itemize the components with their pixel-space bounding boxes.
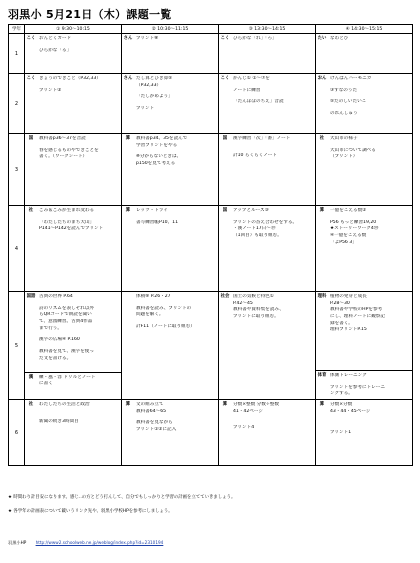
grade-row-3 [9, 134, 413, 206]
assignment-line: けんばんハーモニカ [330, 76, 372, 81]
grade-label: 1 [9, 34, 25, 74]
subject-label: さん [123, 36, 133, 41]
subject-segment [316, 400, 412, 465]
subject-label: 算 [319, 402, 325, 407]
grade-row-5 [9, 292, 413, 400]
assignment-text [231, 74, 315, 133]
subject-segment [316, 34, 412, 73]
assignment-text [134, 34, 218, 73]
subject-segment [219, 206, 315, 291]
assignment-text [231, 400, 315, 465]
period-2-header: ② 10:30〜11:15 [122, 25, 219, 34]
assignment-line: 教科書を見て、漢字を使っ [39, 348, 95, 354]
period-4-header: ④ 14:30〜15:15 [316, 25, 413, 34]
assignment-line: 体積⑨ P.26・27 [136, 294, 171, 299]
assignment-line: プリント② [39, 87, 62, 93]
grade-row-2 [9, 74, 413, 134]
assignment-line: 教科書を読み、プリントの [136, 305, 192, 311]
assignment-text [37, 292, 121, 372]
assignment-line: プリントの答え合わせをする。 [233, 219, 298, 225]
assignment-cell [316, 34, 413, 74]
subject-segment [122, 74, 218, 133]
assignment-text [37, 373, 121, 400]
assignment-line: 漢字練習「次」「番」ノート [233, 136, 291, 141]
subject-segment [25, 206, 121, 291]
assignment-line: プリント [136, 105, 155, 111]
assignment-line: 問題を解く。 [136, 312, 164, 318]
assignment-line: 教科書p34、35を読んで [136, 136, 188, 141]
assignment-line: 新聞の続き3時間目 [39, 418, 79, 424]
assignment-cell [122, 134, 219, 206]
assignment-line: まで行う。 [39, 325, 62, 331]
assignment-line: ③すなのうた [330, 87, 358, 93]
subject-label: 算 [125, 136, 131, 141]
assignment-line: 分数×分数 [330, 402, 353, 407]
assignment-text [328, 34, 412, 73]
assignment-line: かんじ① ①〜⑦を [233, 76, 270, 81]
assignment-line: 国土の気候と特色① [233, 294, 274, 299]
grade-header: 学年 [9, 25, 25, 34]
subject-segment [219, 34, 315, 73]
subject-segment [316, 292, 412, 370]
assignment-line: プリント1 [330, 430, 352, 436]
subject-segment [219, 400, 315, 465]
assignment-line: 「わたしたちのまち犬山」 [39, 219, 95, 225]
assignment-line: P.42〜45 [233, 300, 253, 306]
grade-row-6 [9, 400, 413, 466]
assignment-line: 文の組み立て [136, 402, 164, 407]
assignment-cell [316, 206, 413, 292]
assignment-text [328, 400, 412, 465]
assignment-cell [25, 74, 122, 134]
subject-segment [122, 206, 218, 291]
assignment-line: プリントに取り組む。 [233, 313, 279, 319]
subject-segment [219, 134, 315, 205]
assignment-line: のれんしゅう [330, 110, 358, 116]
assignment-line: プリントを参考にトレーニ [330, 384, 385, 390]
assignment-text [37, 34, 121, 73]
assignment-line: 植物の発芽と成長 [330, 294, 367, 299]
assignment-line: （P32,33） [136, 82, 162, 88]
subject-segment [25, 34, 121, 73]
assignment-line: に書く [39, 381, 53, 387]
assignment-text [134, 134, 218, 205]
subject-segment [219, 74, 315, 133]
subject-label: こく [26, 36, 36, 41]
assignment-cell [316, 74, 413, 134]
assignment-line: ひらがな「れ」「ろ」 [233, 36, 277, 41]
assignment-line: た文を書ける。 [39, 355, 72, 361]
assignment-line: きょうのできごと（P32,33） [39, 76, 101, 81]
assignment-text [231, 134, 315, 205]
assignment-line: 詩のリズムを表しそれ以外 [39, 305, 95, 311]
assignment-text [231, 206, 315, 291]
subject-label: おん [317, 76, 327, 81]
assignment-line: レッツ・トライ [136, 208, 168, 213]
subject-segment [219, 292, 315, 399]
assignment-line: 書写練習帳P10、11 [136, 219, 179, 225]
assignment-cell [122, 34, 219, 74]
subject-label: 国語 [26, 294, 36, 299]
subject-label: こく [220, 36, 230, 41]
subject-label: 社 [28, 208, 34, 213]
assignment-line: 録を書く。 [330, 320, 353, 326]
assignment-line: 古典の世界 P.64 [39, 294, 73, 299]
subject-label: 算 [222, 402, 228, 407]
subject-label: 国 [222, 208, 228, 213]
subject-segment [122, 400, 218, 465]
subject-label: 体育 [317, 373, 327, 379]
assignment-cell [122, 292, 219, 400]
hp-link[interactable]: http://www2.schoolweb.ne.jp/weblog/index.php?id=2310194 [35, 540, 164, 545]
assignment-line: プリント①②に記入 [136, 426, 177, 432]
subject-label: 算 [319, 208, 325, 213]
assignment-line: ※分からないときは、 [136, 154, 182, 160]
assignment-cell [122, 400, 219, 466]
assignment-line: ングする。 [330, 391, 353, 397]
assignment-line: らQRコードで朗読を聞い [39, 312, 92, 318]
grade-label: 4 [9, 206, 25, 292]
grade-label: 3 [9, 134, 25, 206]
assignment-text [37, 400, 121, 465]
assignment-line: 練・風・容 ドリルとノート [39, 374, 96, 380]
assignment-line: ・漢ノート17日〜⑲ [233, 226, 276, 232]
assignment-text [134, 74, 218, 133]
assignment-line: 「たしかめよう」 [136, 94, 173, 100]
period-3-header: ③ 13:30〜14:15 [219, 25, 316, 34]
note-1: ★ 時間わり計目安になります。感じ‥の方とどう打んして、自分でもしっかりと学習の計画を立てていきましょう。 [8, 495, 236, 500]
grade-label: 5 [9, 292, 25, 400]
assignment-line: わたしたちの生活と政治 [39, 402, 90, 407]
assignment-line: 書く。（ワークシート） [39, 154, 88, 160]
assignment-text [37, 206, 121, 291]
subject-label: こく [220, 76, 230, 81]
assignment-line: 犬山市について調べる [330, 147, 376, 153]
assignment-line: 「よP56 3」 [330, 239, 357, 245]
assignment-text [328, 292, 412, 370]
assignment-line: 理科プリントP.15 [330, 327, 367, 333]
assignment-cell [316, 400, 413, 466]
assignment-line: ノートに練習 [233, 87, 261, 93]
assignment-cell [25, 34, 122, 74]
assignment-line: 教科書や学校のHPを参考 [330, 307, 383, 313]
subject-segment [316, 74, 412, 133]
assignment-cell [122, 74, 219, 134]
assignment-text [134, 206, 218, 291]
subject-label [122, 292, 134, 399]
assignment-cell [25, 134, 122, 206]
assignment-line: 教科書p36〜37を音読 [39, 136, 86, 141]
assignment-line: 犬山市の様子 [330, 136, 358, 141]
assignment-line: 教科書64〜65 [136, 408, 167, 414]
assignment-cell [316, 292, 413, 400]
subject-label: 国 [222, 136, 228, 141]
assignment-text [37, 134, 121, 205]
assignment-line: 「たんぽぽのちえ」音読 [233, 99, 284, 105]
assignment-line: 春を感じるものやできごとを [39, 147, 99, 153]
assignment-line: ひらがな「る」 [39, 47, 72, 53]
subject-label: さん [123, 76, 133, 81]
grade-row-4 [9, 206, 413, 292]
assignment-line: なわとび [330, 36, 349, 41]
subject-label: 社 [28, 402, 34, 407]
period-1-header: ① 9:30〜10:15 [25, 25, 122, 34]
assignment-text [231, 34, 315, 73]
subject-label: たい [317, 36, 327, 41]
subject-label: 理科 [317, 294, 327, 299]
assignment-line: 漢字の広場④ P.160 [39, 337, 80, 343]
header-row [9, 25, 413, 34]
assignment-line: 43・44・45ページ [330, 408, 371, 414]
assignment-line: プリント⑧ [136, 36, 159, 41]
assignment-line: ★ストーリーワーク4㊿ [330, 226, 379, 232]
subject-label: 算 [125, 208, 131, 213]
assignment-line: ④一億をこえる数 [330, 232, 367, 238]
assignment-text [328, 74, 412, 133]
assignment-cell [219, 292, 316, 400]
subject-label: こく [26, 76, 36, 81]
assignment-line: （1回目）も取り組む。 [233, 232, 282, 238]
subject-segment [316, 134, 412, 205]
assignment-line: プリント4 [233, 425, 255, 431]
assignment-line: 学習プリントをやる [136, 142, 178, 148]
assignment-cell [25, 292, 122, 400]
assignment-line: 41・42ページ [233, 408, 263, 414]
subject-label: 社会 [220, 294, 230, 299]
assignment-line: P141〜P142を読んでプリント [39, 226, 104, 232]
hp-label: 羽黒小HP [8, 540, 27, 545]
assignment-text [134, 400, 218, 465]
assignment-cell [219, 206, 316, 292]
assignment-text [328, 206, 412, 291]
subject-segment [122, 292, 218, 399]
assignment-cell [219, 134, 316, 206]
assignment-text [37, 74, 121, 133]
assignment-text [134, 292, 218, 399]
assignment-line: p150を見て考える [136, 160, 176, 166]
subject-segment [25, 74, 121, 133]
assignment-cell [316, 134, 413, 206]
assignment-line: 教科書や資料集を読み、 [233, 307, 284, 313]
grade-row-1 [9, 34, 413, 74]
assignment-cell [219, 400, 316, 466]
notes [8, 496, 235, 515]
assignment-table [8, 24, 413, 466]
assignment-line: 一億をこえる数② [330, 208, 367, 213]
page-title: 羽黒小 5月21日（木）課題一覧 [8, 8, 172, 21]
subject-label: 漢 [28, 374, 34, 380]
subject-label: 国 [28, 136, 34, 141]
assignment-text [328, 134, 412, 205]
assignment-line: 分数×整数 分数÷整数 [233, 402, 279, 407]
note-2: ★ 各学年の計画表について載いうリンク先や、羽黒小学校HPを参考にしましょう。 [8, 509, 173, 515]
assignment-line: アップとルーズ③ [233, 208, 269, 213]
subject-segment [316, 206, 412, 291]
subject-segment [25, 372, 121, 400]
subject-segment [25, 400, 121, 465]
assignment-cell [25, 400, 122, 466]
subject-segment [122, 134, 218, 205]
assignment-line: ⑤たのしいたいこ [330, 99, 367, 105]
assignment-cell [122, 206, 219, 292]
grade-label: 2 [9, 74, 25, 134]
assignment-line: て、意図練習。古典4作品 [39, 318, 93, 324]
assignment-line: 計10 らくらくノート [233, 152, 277, 158]
assignment-line: おんどくカード [39, 36, 72, 41]
subject-label: 算 [125, 402, 131, 407]
assignment-line: P.28〜30 [330, 300, 350, 306]
subject-label: 社 [319, 136, 325, 141]
assignment-line: 体側トレーニング [330, 373, 367, 379]
assignment-line: 計F11（ノートに取り組む） [136, 323, 195, 329]
subject-segment [122, 34, 218, 73]
assignment-line: たし算とひき算⑤ [136, 76, 173, 81]
subject-segment [316, 370, 412, 399]
assignment-text [231, 292, 315, 399]
assignment-cell [219, 74, 316, 134]
assignment-line: ごみ＆ごみが生まれ変わる [39, 208, 95, 213]
subject-segment [25, 292, 121, 372]
grade-label: 6 [9, 400, 25, 466]
assignment-cell [25, 206, 122, 292]
subject-segment [25, 134, 121, 205]
assignment-text [328, 371, 412, 399]
assignment-line: にし、理科ノートに観察記 [330, 313, 385, 319]
assignment-line: 教科書を見ながら [136, 420, 173, 426]
assignment-cell [219, 34, 316, 74]
footer-hp [8, 540, 163, 546]
assignment-line: P56 もっと練習19,20 [330, 219, 377, 225]
assignment-line: （プリント） [330, 154, 358, 160]
